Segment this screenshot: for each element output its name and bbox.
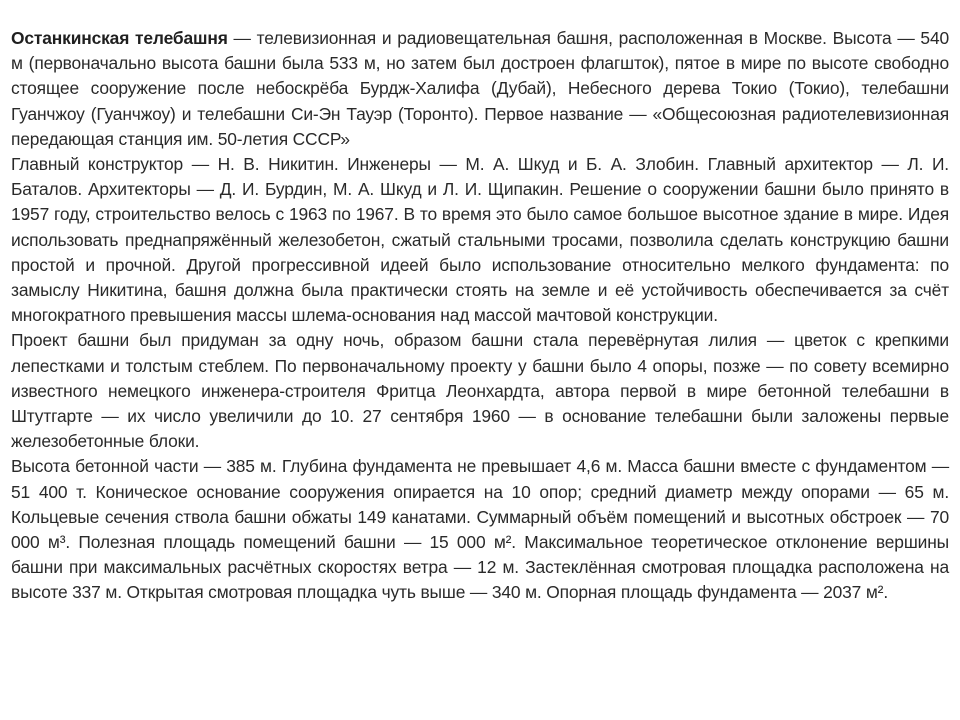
paragraph-intro-text: — телевизионная и радиовещательная башня, расположенная в Москве. Высота — 540 м (первоначально высота башни была 533 м, но затем был достроен флагшток), пятое в мире по высоте свободно стоящее сооружение после небоскрёба Бурдж-Халифа (Дубай), Небесного дерева Токио (Токио), телебашни Гуанчжоу (Гуанчжоу) и телебашни Си-Эн Тауэр (Торонто). Первое название — «Общесоюзная радиотелевизионная передающая станция им. 50-летия СССР» [11, 28, 949, 149]
paragraph-specifications: Высота бетонной части — 385 м. Глубина фундамента не превышает 4,6 м. Масса башни вместе с фундаментом — 51 400 т. Коническое основание сооружения опирается на 10 опор; средний диаметр между опорами — 65 м. Кольцевые сечения ствола башни обжаты 149 канатами. Суммарный объём помещений и высотных обстроек — 70 000 м³. Полезная площадь помещений башни — 15 000 м². Максимальное теоретическое отклонение вершины башни при максимальных расчётных скоростях ветра — 12 м. Застеклённая смотровая площадка расположена на высоте 337 м. Открытая смотровая площадка чуть выше — 340 м. Опорная площадь фундамента — 2037 м². [11, 456, 949, 603]
tower-name-bold: Останкинская телебашня [11, 28, 228, 48]
paragraph-project: Проект башни был придуман за одну ночь, образом башни стала перевёрнутая лилия — цветок с крепкими лепестками и толстым стеблем. По первоначальному проекту у башни было 4 опоры, позже — по совету всемирно известного немецкого инженера-строителя Фритца Леонхардта, автора первой в мире бетонной телебашни в Штутгарте — их число увеличили до 10. 27 сентября 1960 — в основание телебашни были заложены первые железобетонные блоки. [11, 330, 949, 452]
paragraph-intro [11, 26, 949, 152]
paragraph-designers: Главный конструктор — Н. В. Никитин. Инженеры — М. А. Шкуд и Б. А. Злобин. Главный архитектор — Л. И. Баталов. Архитекторы — Д. И. Бурдин, М. А. Шкуд и Л. И. Щипакин. Решение о сооружении башни было принято в 1957 году, строительство велось с 1963 по 1967. В то время это было самое большое высотное здание в мире. Идея использовать преднапряжённый железобетон, сжатый стальными тросами, позволила сделать конструкцию башни простой и прочной. Другой прогрессивной идеей было использование относительно мелкого фундамента: по замыслу Никитина, башня должна была практически стоять на земле и её устойчивость обеспечивается за счёт многократного превышения массы шлема-основания над массой мачтовой конструкции. [11, 154, 949, 326]
slide-text-body [11, 26, 949, 606]
